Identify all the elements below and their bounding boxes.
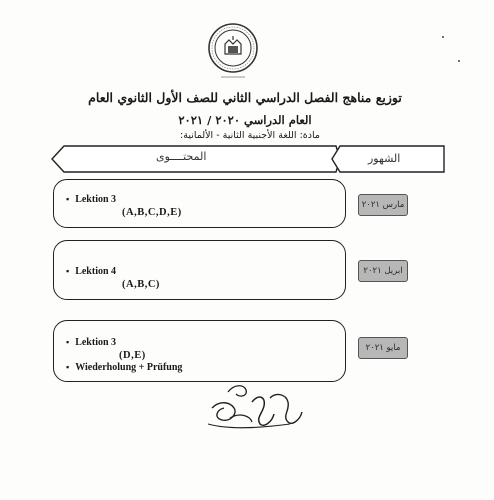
signature-icon [200,378,310,433]
content-box-row-2 [53,240,346,300]
scan-speck [458,60,460,62]
academic-year: العام الدراسي ٢٠٢٠ / ٢٠٢١ [178,113,312,127]
lesson-parts: (D,E) [119,350,146,361]
lesson-parts: (A,B,C) [122,279,160,290]
content-column-header: المحتــــوى [156,150,207,163]
lesson-line: ▪ Lektion 3 [66,337,116,348]
content-box-row-1 [53,179,346,228]
lesson-line: ▪ Lektion 4 [66,266,116,277]
lesson-parts: (A,B,C,D,E) [122,207,182,218]
document-title: توزيع مناهج الفصل الدراسي الثاني للصف الأول الثانوي العام [88,90,402,105]
lesson-line: ▪ Wiederholung + Prüfung [66,362,182,373]
months-column-header: الشهور [368,152,401,165]
ministry-seal-icon [207,22,259,80]
month-tag-row-3: مايو ٢٠٢١ [358,337,408,359]
month-tag-row-2: ابريل ٢٠٢١ [358,260,408,282]
month-tag-row-1: مارس ٢٠٢١ [358,194,408,216]
scan-speck [442,36,444,38]
subject-line: مادة: اللغة الأجنبية الثانية - الألمانية: [180,130,320,141]
lesson-line: ▪ Lektion 3 [66,194,116,205]
content-box-row-3 [53,320,346,382]
